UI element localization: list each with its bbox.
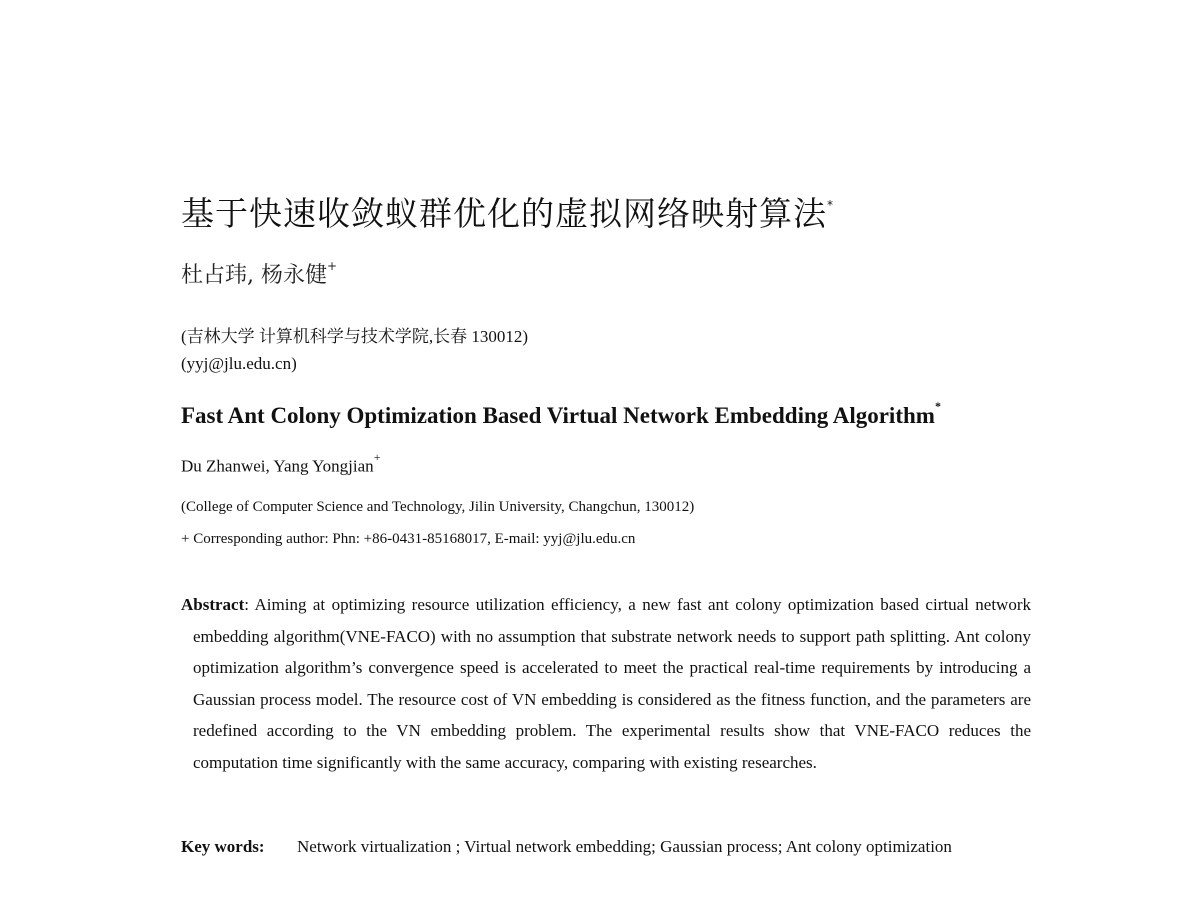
chinese-title-text: 基于快速收敛蚁群优化的虚拟网络映射算法 [181,194,827,233]
corresponding-author: + Corresponding author: Phn: +86-0431-85168017, E-mail: yyj@jlu.edu.cn [181,531,636,547]
chinese-email: (yyj@jlu.edu.cn) [181,354,297,373]
chinese-authors-mark: + [327,258,338,273]
keywords-label: Key words [181,837,259,856]
chinese-affiliation: (吉林大学 计算机科学与技术学院,长春 130012) [181,327,529,346]
chinese-title-footnote-mark: * [827,198,834,212]
english-title [181,399,941,429]
chinese-authors-text: 杜占玮, 杨永健 [181,263,327,288]
keywords-text: Network virtualization ; Virtual network embedding; Gaussian process; Ant colony optimization [297,837,952,856]
english-title-text: Fast Ant Colony Optimization Based Virtual Network Embedding Algorithm [181,403,935,428]
abstract-label: Abstract [181,595,245,614]
english-affiliation: (College of Computer Science and Technology, Jilin University, Changchun, 130012) [181,499,695,515]
abstract-text: Aiming at optimizing resource utilization efficiency, a new fast ant colony optimization based cirtual network embedding algorithm(VNE-FACO) with no assumption that substrate network needs to support path splitting. Ant colony optimization algorithm’s convergence speed is accelerated to meet the practical real-time requirements by introducing a Gaussian process model. The resource cost of VN embedding is considered as the fitness function, and the parameters are redefined according to the VN embedding problem. The experimental results show that VNE-FACO reduces the computation time significantly with the same accuracy, comparing with existing researches. [193,595,1031,772]
keywords-label-group [181,837,297,857]
abstract-separator: : [244,595,255,614]
english-authors-text: Du Zhanwei, Yang Yongjian [181,456,374,476]
chinese-authors [181,258,337,289]
abstract-paragraph [181,589,1031,778]
keywords-separator: : [258,837,265,856]
english-title-footnote-mark: * [934,399,941,414]
english-authors [181,450,381,477]
english-authors-mark: + [373,450,381,464]
chinese-title [181,188,834,235]
keywords-line [181,837,952,857]
